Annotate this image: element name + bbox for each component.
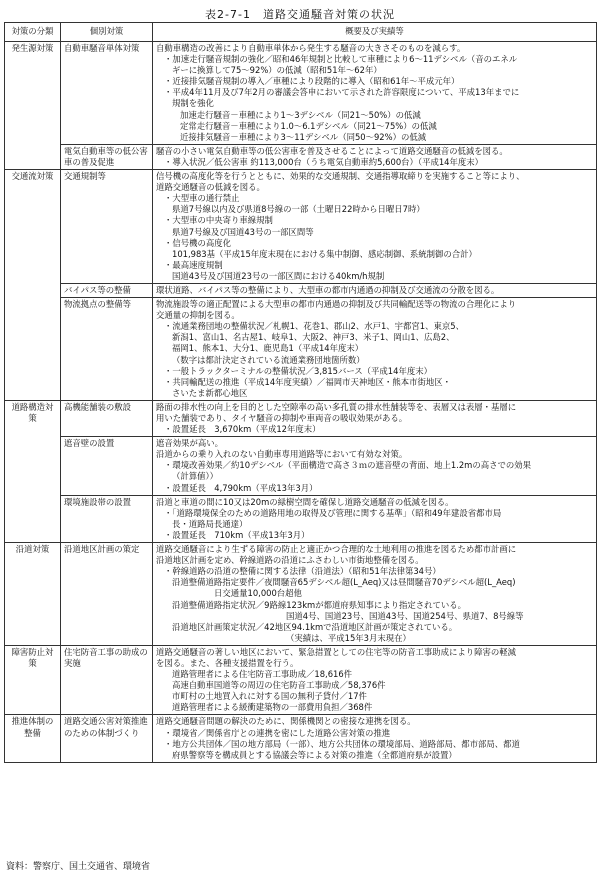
detail-line: 沿道整備道路指定要件／夜間騒音65デシベル超(L_Aeq)又は昼間騒音70デシベル超(L_Aeq) — [172, 577, 516, 588]
detail-cell — [153, 495, 597, 542]
item-cell: 沿道地区計画の策定 — [61, 543, 153, 646]
detail-line: 福岡1、熊本1、大分1、鹿児島1（平成14年度末） — [172, 343, 364, 354]
header-category: 対策の分類 — [5, 23, 61, 42]
detail-line: 交通量の抑制を図る。 — [156, 310, 240, 321]
detail-line: ・一般トラックターミナルの整備状況／3,815バース（平成14年度末） — [164, 365, 432, 376]
detail-line: 日交通量10,000台超他 — [214, 588, 302, 599]
item-cell: 交通規制等 — [61, 170, 153, 284]
detail-line: （数字は都計決定されている流通業務団地箇所数） — [172, 354, 365, 365]
table-row — [5, 400, 597, 436]
table-row — [5, 283, 597, 297]
detail-line: （実績は、平成15年3月末現在） — [286, 632, 411, 643]
detail-line: 環状道路、バイパス等の整備により、大型車の都市内通過の抑制及び交通流の分散を図る。 — [156, 284, 500, 295]
detail-line: ・共同輸配送の推進（平成14年度実績）／福岡市天神地区・熊本市街地区・ — [164, 376, 452, 387]
detail-line: 路面の排水性の向上を目的とした空隙率の高い多孔質の排水性舗装等を、表層又は表層・基層に — [156, 401, 517, 412]
category-cell: 障害防止対策 — [5, 645, 61, 715]
table-row — [5, 170, 597, 284]
item-cell: 道路交通公害対策推進のための体制づくり — [61, 715, 153, 762]
detail-line: ・環境改善効果／約10デシベル（平面構造で高さ３ｍの遮音壁の背面、地上1.2mの高さでの効果 — [164, 460, 531, 471]
category-cell: 発生源対策 — [5, 42, 61, 170]
table-header — [5, 23, 597, 42]
detail-line: ・加速走行騒音規制の強化／昭和46年規制と比較して車種により6～11デシベル（音のエネル — [164, 54, 518, 65]
detail-line: 加速走行騒音－車種により1～3デシベル（同21～50%）の低減 — [180, 109, 421, 120]
detail-line: ・環境省／関係省庁との連携を密にした道路公害対策の推進 — [164, 727, 391, 738]
detail-cell — [153, 42, 597, 145]
detail-line: （計算値）） — [172, 471, 219, 482]
detail-line: 遮音効果が高い。 — [156, 438, 223, 449]
detail-line: 道路管理者による住宅防音工事助成／18,616件 — [172, 669, 353, 680]
detail-line: 道路交通騒音問題の解決のために、関係機関との密接な連携を図る。 — [156, 716, 416, 727]
detail-cell — [153, 715, 597, 762]
category-cell: 交通流対策 — [5, 170, 61, 401]
detail-line: 沿道と車道の間に10又は20mの緑樹空間を確保し道路交通騒音の低減を図る。 — [156, 496, 454, 507]
detail-line: ・設置延長 4,790km（平成13年3月） — [164, 482, 318, 493]
detail-line: 長・道路局長通達） — [172, 518, 248, 529]
detail-line: ・流通業務団地の整備状況／札幌1、花巻1、郡山2、水戸1、宇都宮1、東京5、 — [164, 321, 464, 332]
detail-line: 物流施設等の適正配置による大型車の都市内通過の抑制及び共同輸配送等の物流の合理化により — [156, 299, 517, 310]
table-row — [5, 437, 597, 495]
category-cell: 道路構造対策 — [5, 400, 61, 542]
detail-line: 県道7号線及び国道43号の一部区間等 — [172, 226, 314, 237]
category-cell: 推進体制の整備 — [5, 715, 61, 762]
detail-line: 沿道からの乗り入れのない自動車専用道路等において有効な対策。 — [156, 449, 408, 460]
detail-line: ・大型車の中央寄り車線規制 — [164, 215, 273, 226]
detail-line: ・導入状況／低公害車 約113,000台（うち電気自動車約5,600台）（平成14年度末） — [164, 156, 483, 167]
detail-line: 府県警察等を構成員とする協議会等による対策の推進（全都道府県が設置） — [172, 749, 457, 760]
header-item: 個別対策 — [61, 23, 153, 42]
detail-line: ・地方公共団体／国の地方部局（一部）、地方公共団体の環境部局、道路部局、都市部局、都道 — [164, 738, 520, 749]
table-row — [5, 144, 597, 169]
detail-line: 市町村の土地買入れに対する国の無利子貸付／17件 — [172, 691, 367, 702]
detail-line: 自動車構造の改善により自動車単体から発生する騒音の大きさそのものを減らす。 — [156, 43, 466, 53]
item-cell: 遮音壁の設置 — [61, 437, 153, 495]
item-cell: 住宅防音工事の助成の実施 — [61, 645, 153, 715]
item-cell: 高機能舗装の敷設 — [61, 400, 153, 436]
detail-line: 国道43号及び国道23号の一部区間における40km/h規制 — [172, 270, 385, 281]
table-row — [5, 645, 597, 715]
detail-line: ・「道路環境保全のための道路用地の取得及び管理に関する基準」（昭和49年建設省都市局 — [164, 507, 502, 518]
detail-line: 信号機の高度化等を行うとともに、効果的な交通規制、交通指導取締りを実施すること等により、 — [156, 171, 525, 182]
table-row — [5, 42, 597, 145]
detail-line: さいたま新都心地区 — [172, 387, 248, 398]
item-cell: 物流拠点の整備等 — [61, 298, 153, 401]
detail-line: 規制を強化 — [172, 98, 214, 109]
detail-line: ・大型車の通行禁止 — [164, 193, 240, 204]
detail-line: ・最高速度規制 — [164, 259, 223, 270]
detail-line: 沿道地区計画を定め、幹線道路の沿道にふさわしい市街地整備を図る。 — [156, 555, 424, 566]
detail-line: 道路管理者による緩衝建築物の一部費用負担／368件 — [172, 702, 373, 713]
item-cell: バイパス等の整備 — [61, 283, 153, 297]
detail-line: 県道7号線以内及び県道8号線の一部（土曜日22時から日曜日7時） — [172, 204, 425, 215]
detail-line: 道路交通騒音の著しい地区において、緊急措置としての住宅等の防音工事助成により障害の軽減 — [156, 646, 516, 657]
detail-line: ・平成4年11月及び7年2月の審議会答申において示された許容限度について、平成13年までに — [164, 87, 520, 98]
category-cell: 沿道対策 — [5, 543, 61, 646]
detail-cell — [153, 298, 597, 401]
item-cell: 自動車騒音単体対策 — [61, 42, 153, 145]
table-row — [5, 298, 597, 401]
detail-line: 道路交通騒音により生ずる障害の防止と適正かつ合理的な土地利用の推進を図るため都市計画に — [156, 544, 517, 555]
detail-cell — [153, 543, 597, 646]
detail-line: 沿道整備道路指定状況／9路線123kmが都道府県知事により指定されている。 — [172, 599, 466, 610]
table-title: 表2-7-1 道路交通騒音対策の状況 — [205, 8, 395, 21]
item-cell: 環境施設帯の設置 — [61, 495, 153, 542]
detail-line: ・近接排気騒音規制の導入／車種により段階的に導入（昭和61年～平成元年） — [164, 76, 460, 87]
header-row — [5, 23, 597, 42]
detail-line: ギーに換算して75～92%）の低減（昭和51年～62年） — [172, 65, 382, 76]
source-note: 資料：警察庁、国土交通省、環境省 — [6, 862, 151, 872]
table-body — [5, 42, 597, 763]
header-detail: 概要及び実績等 — [153, 23, 597, 42]
detail-cell — [153, 170, 597, 284]
detail-line: 高速自動車国道等の周辺の住宅防音工事助成／58,376件 — [172, 680, 386, 691]
detail-line: を図る。また、各種支援措置を行う。 — [156, 657, 299, 668]
detail-line: 近接排気騒音－車種により3～11デシベル（同50～92%）の低減 — [180, 131, 427, 142]
detail-cell — [153, 144, 597, 169]
detail-cell — [153, 437, 597, 495]
detail-line: 国道4号、国道23号、国道43号、国道254号、県道7、8号線等 — [286, 610, 524, 621]
detail-line: 用いた舗装であり、タイヤ騒音の抑制や車両音の吸収効果がある。 — [156, 413, 408, 423]
detail-line: 道路交通騒音の低減を図る。 — [156, 182, 265, 193]
table-row — [5, 495, 597, 542]
detail-line: ・幹線道路の沿道の整備に関する法律（沿道法）（昭和51年法律第34号） — [164, 566, 441, 577]
detail-line: 101,983基（平成15年度末現在における集中制御、感応制御、系統制御の合計） — [172, 248, 477, 259]
detail-cell — [153, 645, 597, 715]
detail-line: ・設置延長 3,670km（平成12年度末） — [164, 424, 321, 435]
detail-cell — [153, 283, 597, 297]
detail-line: 定常走行騒音－車種により1.0～6.1デシベル（同21～75%）の低減 — [180, 120, 437, 131]
detail-line: ・信号機の高度化 — [164, 237, 231, 248]
detail-line: ・設置延長 710km（平成13年3月） — [164, 529, 310, 540]
detail-line: 新潟1、富山1、名古屋1、岐阜1、大阪2、神戸3、米子1、岡山1、広島2、 — [172, 332, 455, 343]
table-row — [5, 543, 597, 646]
table-row — [5, 715, 597, 762]
detail-line: 騒音の小さい電気自動車等の低公害車を普及させることによって道路交通騒音の低減を図る。 — [156, 145, 508, 156]
item-cell: 電気自動車等の低公害車の普及促進 — [61, 144, 153, 169]
measures-table — [4, 22, 597, 763]
detail-line: 沿道地区計画策定状況／42地区94.1kmで沿道地区計画が策定されている。 — [172, 621, 458, 632]
detail-cell — [153, 400, 597, 436]
